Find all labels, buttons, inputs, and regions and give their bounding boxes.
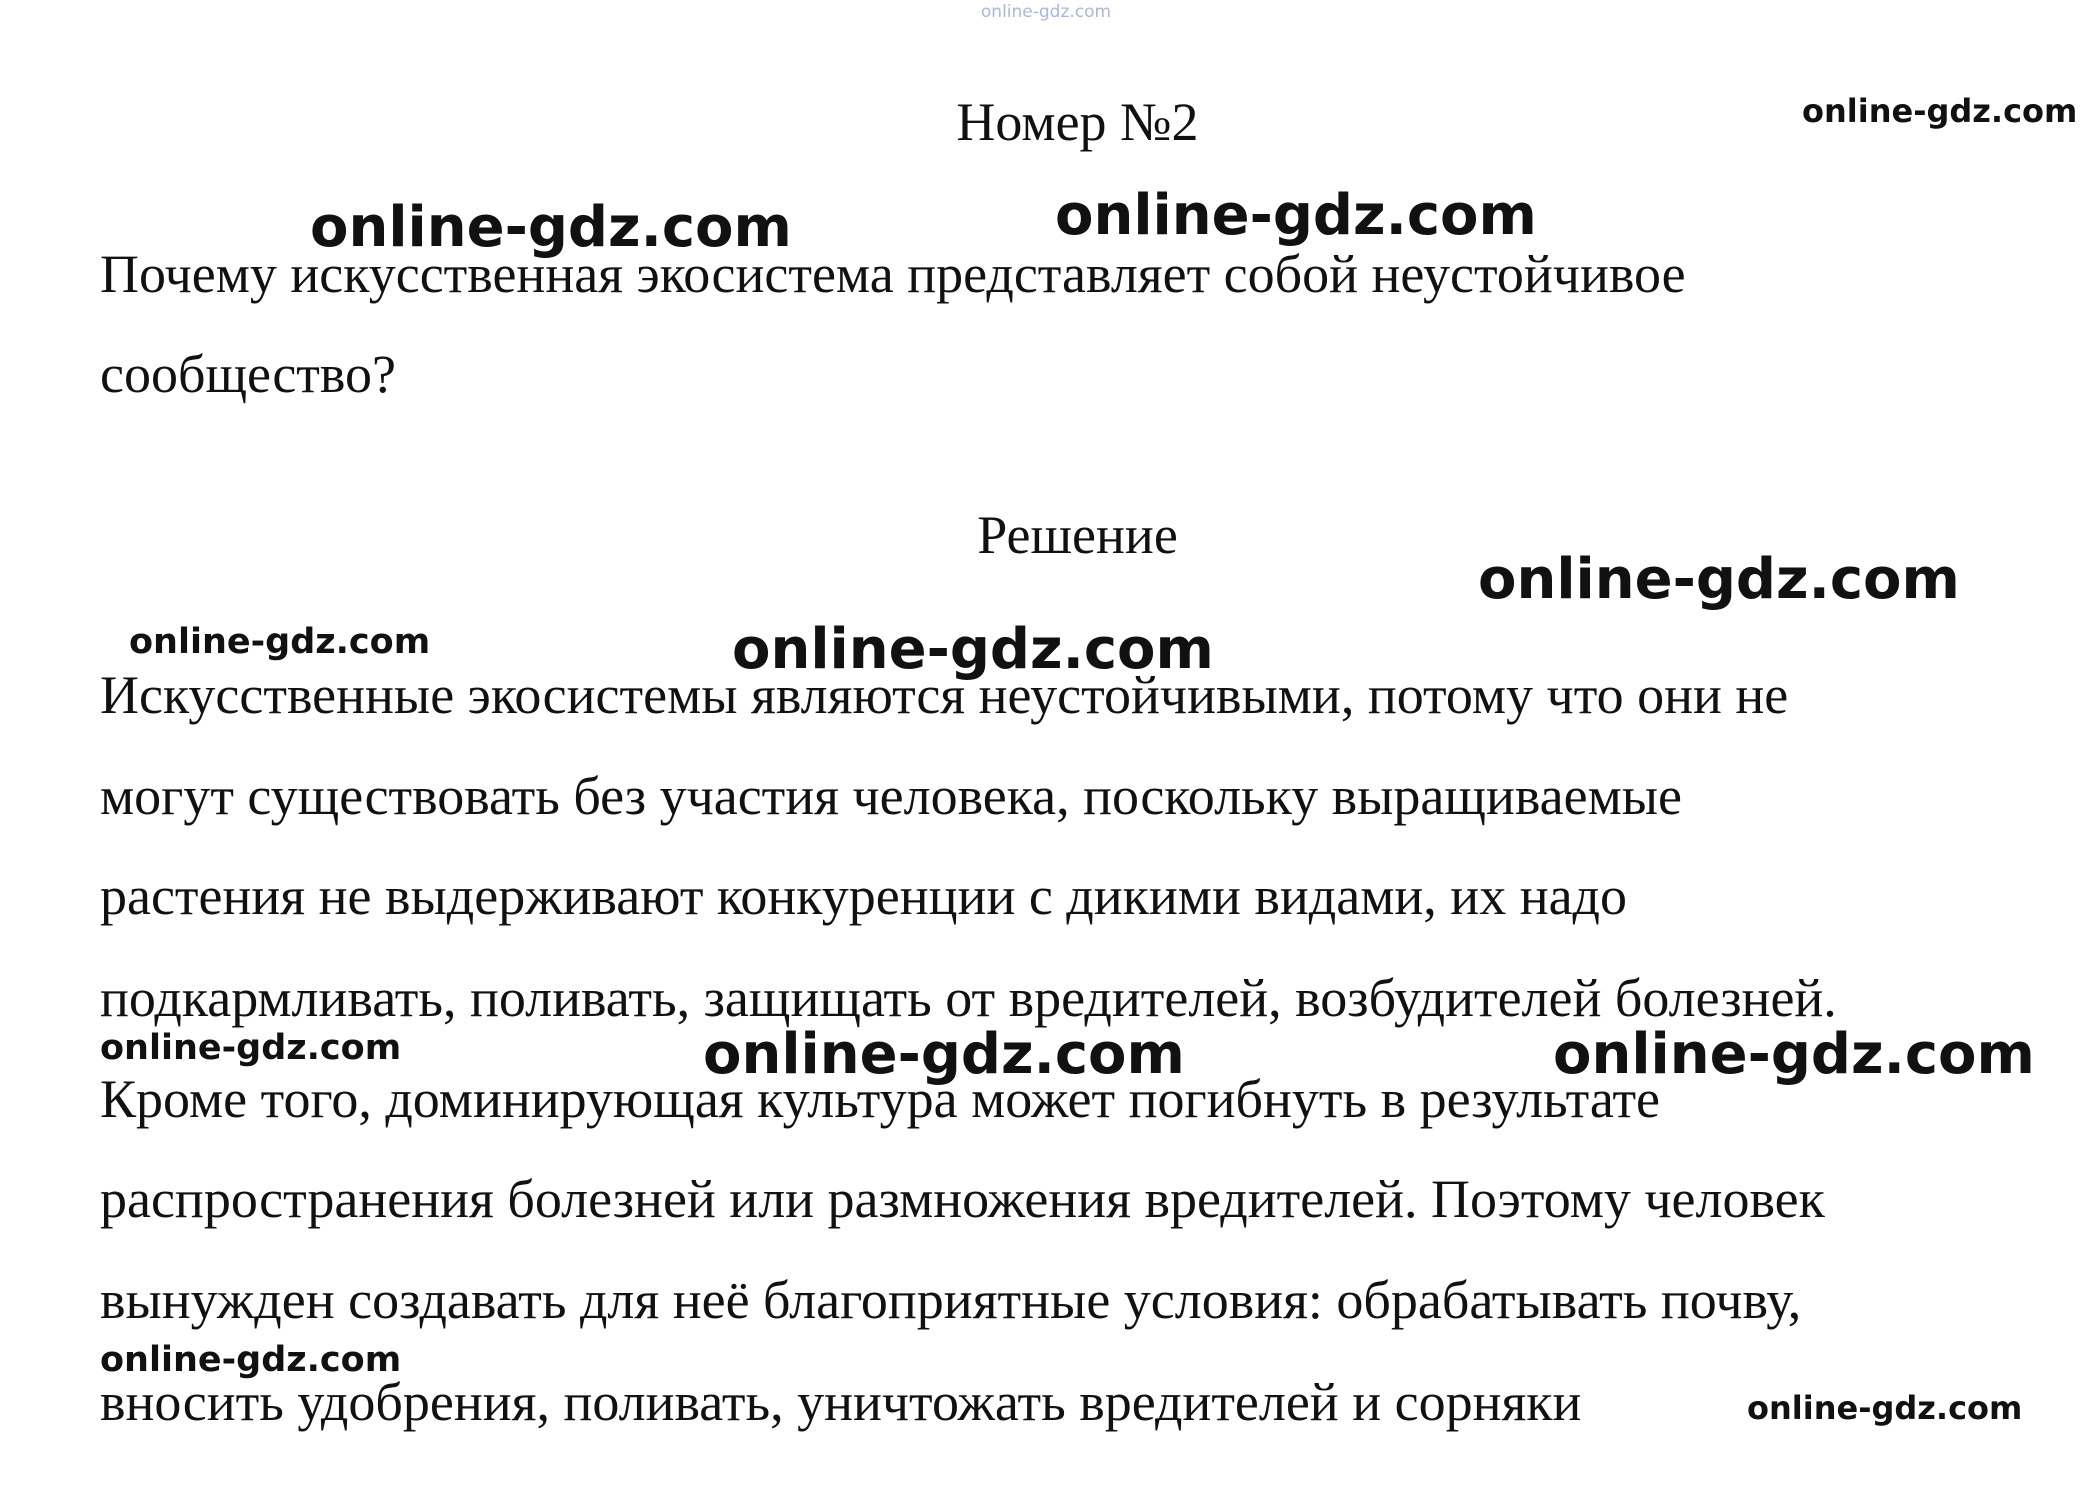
answer-line: распространения болезней или размножения вредителей. Поэтому человек	[100, 1169, 1825, 1229]
answer-line: Искусственные экосистемы являются неустойчивыми, потому что они не	[100, 665, 1789, 725]
watermark: online-gdz.com	[1478, 547, 1960, 612]
solution-heading: Решение	[977, 505, 1178, 565]
watermark: online-gdz.com	[732, 617, 1214, 682]
answer-line: Кроме того, доминирующая культура может погибнуть в результате	[100, 1069, 1661, 1129]
watermark: online-gdz.com	[1747, 1389, 2023, 1427]
watermark: online-gdz.com	[1553, 1022, 2035, 1087]
top-watermark: online-gdz.com	[980, 2, 1112, 22]
watermark: online-gdz.com	[703, 1022, 1185, 1087]
answer-line: вынужден создавать для неё благоприятные условия: обрабатывать почву,	[100, 1270, 1802, 1330]
watermark: online-gdz.com	[1055, 183, 1537, 248]
answer-line: подкармливать, поливать, защищать от вредителей, возбудителей болезней.	[100, 968, 1837, 1028]
watermark: online-gdz.com	[310, 195, 792, 260]
answer-line: могут существовать без участия человека, поскольку выращиваемые	[100, 766, 1683, 826]
question-line: Почему искусственная экосистема представляет собой неустойчивое	[100, 244, 1686, 304]
watermark: online-gdz.com	[100, 1028, 402, 1068]
watermark: online-gdz.com	[129, 622, 431, 662]
problem-title: Номер №2	[956, 92, 1199, 152]
answer-line: растения не выдерживают конкуренции с дикими видами, их надо	[100, 866, 1628, 926]
watermark: online-gdz.com	[100, 1340, 402, 1380]
watermark: online-gdz.com	[1802, 92, 2078, 130]
question-line: сообщество?	[100, 344, 396, 404]
answer-line: вносить удобрения, поливать, уничтожать вредителей и сорняки	[100, 1372, 1582, 1432]
